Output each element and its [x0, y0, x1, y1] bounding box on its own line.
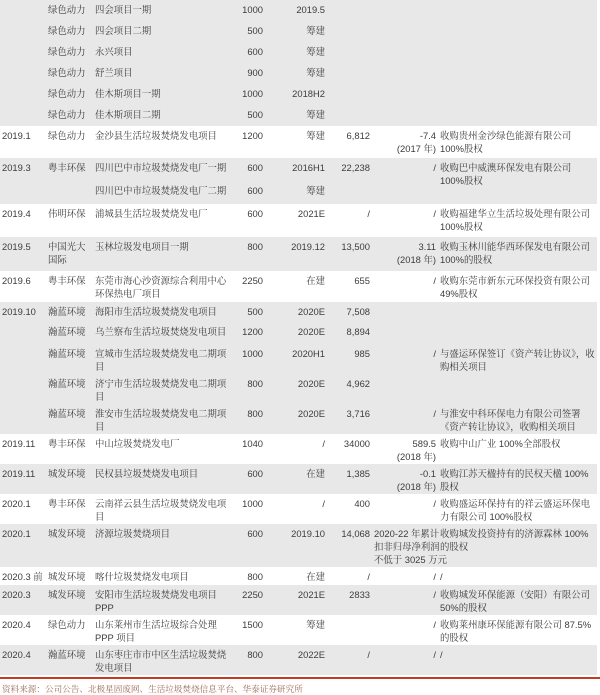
cell-date: 2019.10	[2, 306, 36, 317]
table-group	[0, 567, 597, 585]
cell-desc: 收购城发投资持有的济源霖林 100%的股权	[440, 528, 589, 552]
cell-status: 2018H2	[292, 88, 325, 99]
cell-value: 34000	[343, 438, 370, 449]
table-row	[0, 464, 597, 494]
table-row	[0, 237, 597, 271]
cell-desc: 收购玉林川能华西环保发电有限公司 100%的股权	[440, 241, 591, 265]
cell-date: 2019.6	[2, 275, 31, 286]
cell-desc	[438, 105, 597, 126]
table-group	[0, 302, 597, 434]
cell-capacity: 800	[247, 378, 263, 389]
cell-company: 瀚蓝环境	[48, 348, 86, 359]
cell-project: 舒兰项目	[95, 67, 133, 78]
table-row	[0, 0, 597, 21]
cell-project: 东莞市海心沙资源综合利用中心环保热电厂项目	[95, 275, 227, 299]
cell-date: 2020.4	[2, 619, 31, 630]
cell-capacity: 600	[247, 46, 263, 57]
cell-profit: /	[433, 571, 436, 582]
cell-profit: /	[433, 498, 436, 509]
cell-desc	[438, 84, 597, 105]
cell-profit: /	[433, 348, 436, 359]
cell-profit: 2020-22 年累计 扣非归母净利润 不低于 3025 万元	[374, 528, 447, 565]
table-row	[0, 63, 597, 84]
table-row	[0, 645, 597, 675]
cell-company: 城发环境	[48, 528, 86, 539]
cell-value	[327, 615, 372, 645]
cell-date: 2020.3	[2, 589, 31, 600]
cell-project: 佳木斯项目一期	[95, 88, 161, 99]
cell-status: 筹建	[306, 185, 325, 196]
cell-value: 8,894	[346, 326, 370, 337]
cell-status: 在建	[306, 468, 325, 479]
cell-desc: 收购莱州康环保能源有限公司 87.5%的股权	[440, 619, 592, 643]
cell-desc	[438, 374, 597, 404]
cell-project: 云南祥云县生活垃圾焚烧发电项目	[95, 498, 227, 522]
cell-date: 2019.11	[2, 468, 36, 479]
cell-capacity: 500	[247, 25, 263, 36]
cell-profit: 3.11 (2018 年)	[396, 241, 436, 265]
cell-capacity: 1000	[242, 88, 263, 99]
cell-company: 绿色动力	[48, 46, 86, 57]
cell-company: 粤丰环保	[48, 162, 86, 173]
table-row	[0, 84, 597, 105]
source-note: 资料来源：公司公告、北极星固废网、生活垃圾焚烧信息平台、华泰证券研究所	[2, 684, 303, 694]
table-group	[0, 126, 597, 158]
table-row	[0, 524, 597, 567]
cell-profit	[372, 63, 438, 84]
cell-date: 2019.11	[2, 438, 36, 449]
cell-status: 2019.10	[291, 528, 325, 539]
cell-company: 粤丰环保	[48, 438, 86, 449]
cell-capacity: 900	[247, 67, 263, 78]
cell-capacity: 800	[247, 571, 263, 582]
table-row	[0, 585, 597, 615]
cell-value	[327, 63, 372, 84]
cell-status: 2020E	[297, 378, 325, 389]
cell-desc: 收购巴中威澳环保发电有限公司 100%股权	[440, 162, 572, 186]
cell-capacity: 1000	[242, 348, 263, 359]
cell-profit: 589.5 (2018 年)	[396, 438, 436, 462]
cell-company: 伟明环保	[48, 208, 86, 219]
cell-value: /	[367, 208, 370, 219]
cell-company: 绿色动力	[48, 25, 86, 36]
table-group	[0, 204, 597, 237]
cell-capacity: 800	[247, 241, 263, 252]
table-row	[0, 344, 597, 374]
cell-profit	[372, 21, 438, 42]
cell-value: 3,716	[346, 408, 370, 419]
cell-desc: 与淮安中科环保电力有限公司签署《资产转让协议》，收购相关项目	[440, 408, 581, 432]
cell-capacity: 1200	[242, 130, 263, 141]
cell-desc: 收购东莞市新东元环保投资有限公司 49%股权	[440, 275, 591, 299]
cell-desc: 收购贵州金沙绿色能源有限公司 100%股权	[440, 130, 572, 154]
cell-project: 金沙县生活垃圾焚烧发电项目	[95, 130, 217, 141]
cell-company: 城发环境	[48, 571, 86, 582]
cell-company: 瀚蓝环境	[48, 408, 86, 419]
cell-date: 2019.3	[2, 162, 31, 173]
table-group	[0, 434, 597, 464]
cell-capacity: 600	[247, 528, 263, 539]
cell-profit	[372, 0, 438, 21]
table-row	[0, 126, 597, 158]
cell-project: 玉林垃圾发电项目一期	[95, 241, 189, 252]
cell-project: 佳木斯项目二期	[95, 109, 161, 120]
cell-capacity: 600	[247, 208, 263, 219]
cell-capacity: 500	[247, 109, 263, 120]
cell-status: 在建	[306, 275, 325, 286]
cell-status: 筹建	[306, 109, 325, 120]
cell-capacity: 1000	[242, 4, 263, 15]
cell-desc	[438, 42, 597, 63]
cell-capacity: 1040	[242, 438, 263, 449]
cell-capacity: 1000	[242, 498, 263, 509]
table-group	[0, 0, 597, 126]
cell-value: /	[367, 649, 370, 660]
table-row	[0, 204, 597, 237]
cell-value: 2833	[349, 589, 370, 600]
cell-desc: 收购江苏天楹持有的民权天楹 100%股权	[440, 468, 589, 492]
table-group	[0, 271, 597, 302]
cell-project: 中山垃圾焚烧发电厂	[95, 438, 180, 449]
cell-project: 海阳市生活垃圾焚烧发电项目	[95, 306, 217, 317]
table-group	[0, 645, 597, 675]
cell-value: 4,962	[346, 378, 370, 389]
cell-desc	[438, 0, 597, 21]
cell-status: 2021E	[297, 589, 325, 600]
cell-desc: /	[440, 649, 443, 660]
cell-company: 绿色动力	[48, 67, 86, 78]
cell-project: 永兴项目	[95, 46, 133, 57]
cell-value: 985	[354, 348, 370, 359]
cell-project: 四川巴中市垃圾焚烧发电厂二期	[95, 185, 227, 196]
cell-company: 瀚蓝环境	[48, 378, 86, 389]
cell-status: 2021E	[297, 208, 325, 219]
cell-company: 粤丰环保	[48, 498, 86, 509]
cell-company: 绿色动力	[48, 88, 86, 99]
cell-company: 粤丰环保	[48, 275, 86, 286]
cell-profit: -0.1 (2018 年)	[396, 468, 436, 492]
table-row	[0, 158, 597, 181]
cell-desc: 收购城发环保能源（安阳）有限公司 50%的股权	[440, 589, 591, 613]
cell-status: /	[322, 438, 325, 449]
cell-date: 2020.4	[2, 649, 31, 660]
cell-profit	[372, 42, 438, 63]
cell-desc	[438, 322, 597, 344]
cell-status: 筹建	[306, 130, 325, 141]
cell-desc	[438, 21, 597, 42]
table-row	[0, 302, 597, 322]
cell-project: 淮安市生活垃圾焚烧发电二期项目	[95, 408, 227, 432]
cell-desc: 收购福建华立生活垃圾处理有限公司 100%股权	[440, 208, 591, 232]
cell-value	[327, 84, 372, 105]
cell-capacity: 600	[247, 468, 263, 479]
cell-profit: /	[433, 275, 436, 286]
cell-desc: /	[440, 571, 443, 582]
cell-company: 中国光大国际	[48, 241, 86, 265]
table-row	[0, 322, 597, 344]
table-row	[0, 42, 597, 63]
cell-value: 6,812	[346, 130, 370, 141]
cell-project: 济宁市生活垃圾焚烧发电二期项目	[95, 378, 227, 402]
cell-company: 城发环境	[48, 589, 86, 600]
cell-value: 1,385	[346, 468, 370, 479]
cell-date: 2020.1	[2, 528, 31, 539]
table-row	[0, 271, 597, 302]
table-row	[0, 374, 597, 404]
cell-company: 绿色动力	[48, 619, 86, 630]
cell-capacity: 800	[247, 408, 263, 419]
cell-project: 四会项目一期	[95, 4, 152, 15]
cell-value: 13,500	[341, 241, 370, 252]
cell-profit	[372, 84, 438, 105]
cell-project: 济源垃圾焚烧项目	[95, 528, 171, 539]
cell-profit: /	[433, 619, 436, 630]
cell-value	[327, 0, 372, 21]
cell-project: 山东枣庄市市中区生活垃圾焚烧发电项目	[95, 649, 227, 673]
cell-profit	[372, 322, 438, 344]
cell-desc	[438, 63, 597, 84]
cell-company: 瀚蓝环境	[48, 326, 86, 337]
table-row	[0, 105, 597, 126]
cell-desc: 收购中山广业 100%全部股权	[440, 438, 561, 449]
cell-status: 2022E	[297, 649, 325, 660]
table-row	[0, 21, 597, 42]
cell-value: 22,238	[341, 162, 370, 173]
table-row	[0, 615, 597, 645]
table-group	[0, 158, 597, 204]
cell-project: 四川巴中市垃圾焚烧发电厂一期	[95, 162, 227, 173]
cell-status: 2020E	[297, 326, 325, 337]
cell-status: 在建	[306, 571, 325, 582]
cell-profit: /	[433, 408, 436, 419]
cell-company: 绿色动力	[48, 109, 86, 120]
cell-project: 民权县垃圾焚烧发电项目	[95, 468, 199, 479]
cell-value: /	[367, 571, 370, 582]
cell-profit	[372, 105, 438, 126]
table-row	[0, 494, 597, 524]
cell-capacity: 600	[247, 162, 263, 173]
cell-capacity: 800	[247, 649, 263, 660]
cell-status: 2019.5	[296, 4, 325, 15]
cell-value: 14,068	[341, 528, 370, 539]
cell-profit: /	[433, 589, 436, 600]
table-group	[0, 615, 597, 645]
cell-date: 2020.3 前	[2, 571, 43, 582]
cell-value: 400	[354, 498, 370, 509]
table-row	[0, 434, 597, 464]
cell-profit: /	[433, 162, 436, 173]
cell-status: 2020E	[297, 408, 325, 419]
cell-profit	[372, 302, 438, 322]
cell-capacity: 1500	[242, 619, 263, 630]
cell-capacity: 500	[247, 306, 263, 317]
cell-status: 筹建	[306, 46, 325, 57]
cell-profit: /	[433, 208, 436, 219]
cell-date: 2019.4	[2, 208, 31, 219]
cell-status: 筹建	[306, 619, 325, 630]
cell-profit: /	[433, 649, 436, 660]
table-group	[0, 585, 597, 615]
cell-capacity: 2250	[242, 589, 263, 600]
cell-company: 瀚蓝环境	[48, 649, 86, 660]
cell-date: 2019.5	[2, 241, 31, 252]
cell-company: 城发环境	[48, 468, 86, 479]
table-row	[0, 404, 597, 434]
table-row	[0, 567, 597, 585]
cell-company: 绿色动力	[48, 130, 86, 141]
table-group	[0, 237, 597, 271]
cell-company: 绿色动力	[48, 4, 86, 15]
cell-status: /	[322, 498, 325, 509]
table-group	[0, 524, 597, 567]
cell-status: 筹建	[306, 25, 325, 36]
cell-project: 山东莱州市生活垃圾综合处理 PPP 项目	[95, 619, 217, 643]
cell-value: 7,508	[346, 306, 370, 317]
cell-capacity: 600	[247, 185, 263, 196]
cell-desc: 收购盛运环保持有的祥云盛运环保电力有限公司 100%股权	[440, 498, 591, 522]
table-group	[0, 464, 597, 494]
cell-profit	[372, 374, 438, 404]
cell-value	[327, 21, 372, 42]
cell-value	[327, 105, 372, 126]
cell-status: 2019.12	[291, 241, 325, 252]
cell-capacity: 1200	[242, 326, 263, 337]
cell-status: 2020H1	[292, 348, 325, 359]
cell-profit: -7.4 (2017 年)	[396, 130, 436, 154]
cell-status: 2020E	[297, 306, 325, 317]
cell-date	[0, 0, 46, 126]
cell-project: 乌兰察布生活垃圾焚烧发电项目	[95, 326, 227, 337]
cell-project: 宣城市生活垃圾焚烧发电二期项目	[95, 348, 227, 372]
cell-project: 安阳市生活垃圾焚烧发电项目 PPP	[95, 589, 217, 613]
cell-desc: 与盛运环保签订《资产转让协议》，收购相关项目	[440, 348, 595, 372]
cell-status: 筹建	[306, 67, 325, 78]
cell-capacity: 2250	[242, 275, 263, 286]
cell-company: 瀚蓝环境	[48, 306, 86, 317]
cell-project: 浦城县生活垃圾焚烧发电厂	[95, 208, 208, 219]
cell-value: 655	[354, 275, 370, 286]
cell-date: 2020.1	[2, 498, 31, 509]
cell-value	[327, 42, 372, 63]
cell-desc	[438, 302, 597, 322]
cell-project: 四会项目二期	[95, 25, 152, 36]
cell-status: 2016H1	[292, 162, 325, 173]
table-group	[0, 494, 597, 524]
cell-project: 喀什垃圾焚烧发电项目	[95, 571, 189, 582]
cell-date: 2019.1	[2, 130, 31, 141]
